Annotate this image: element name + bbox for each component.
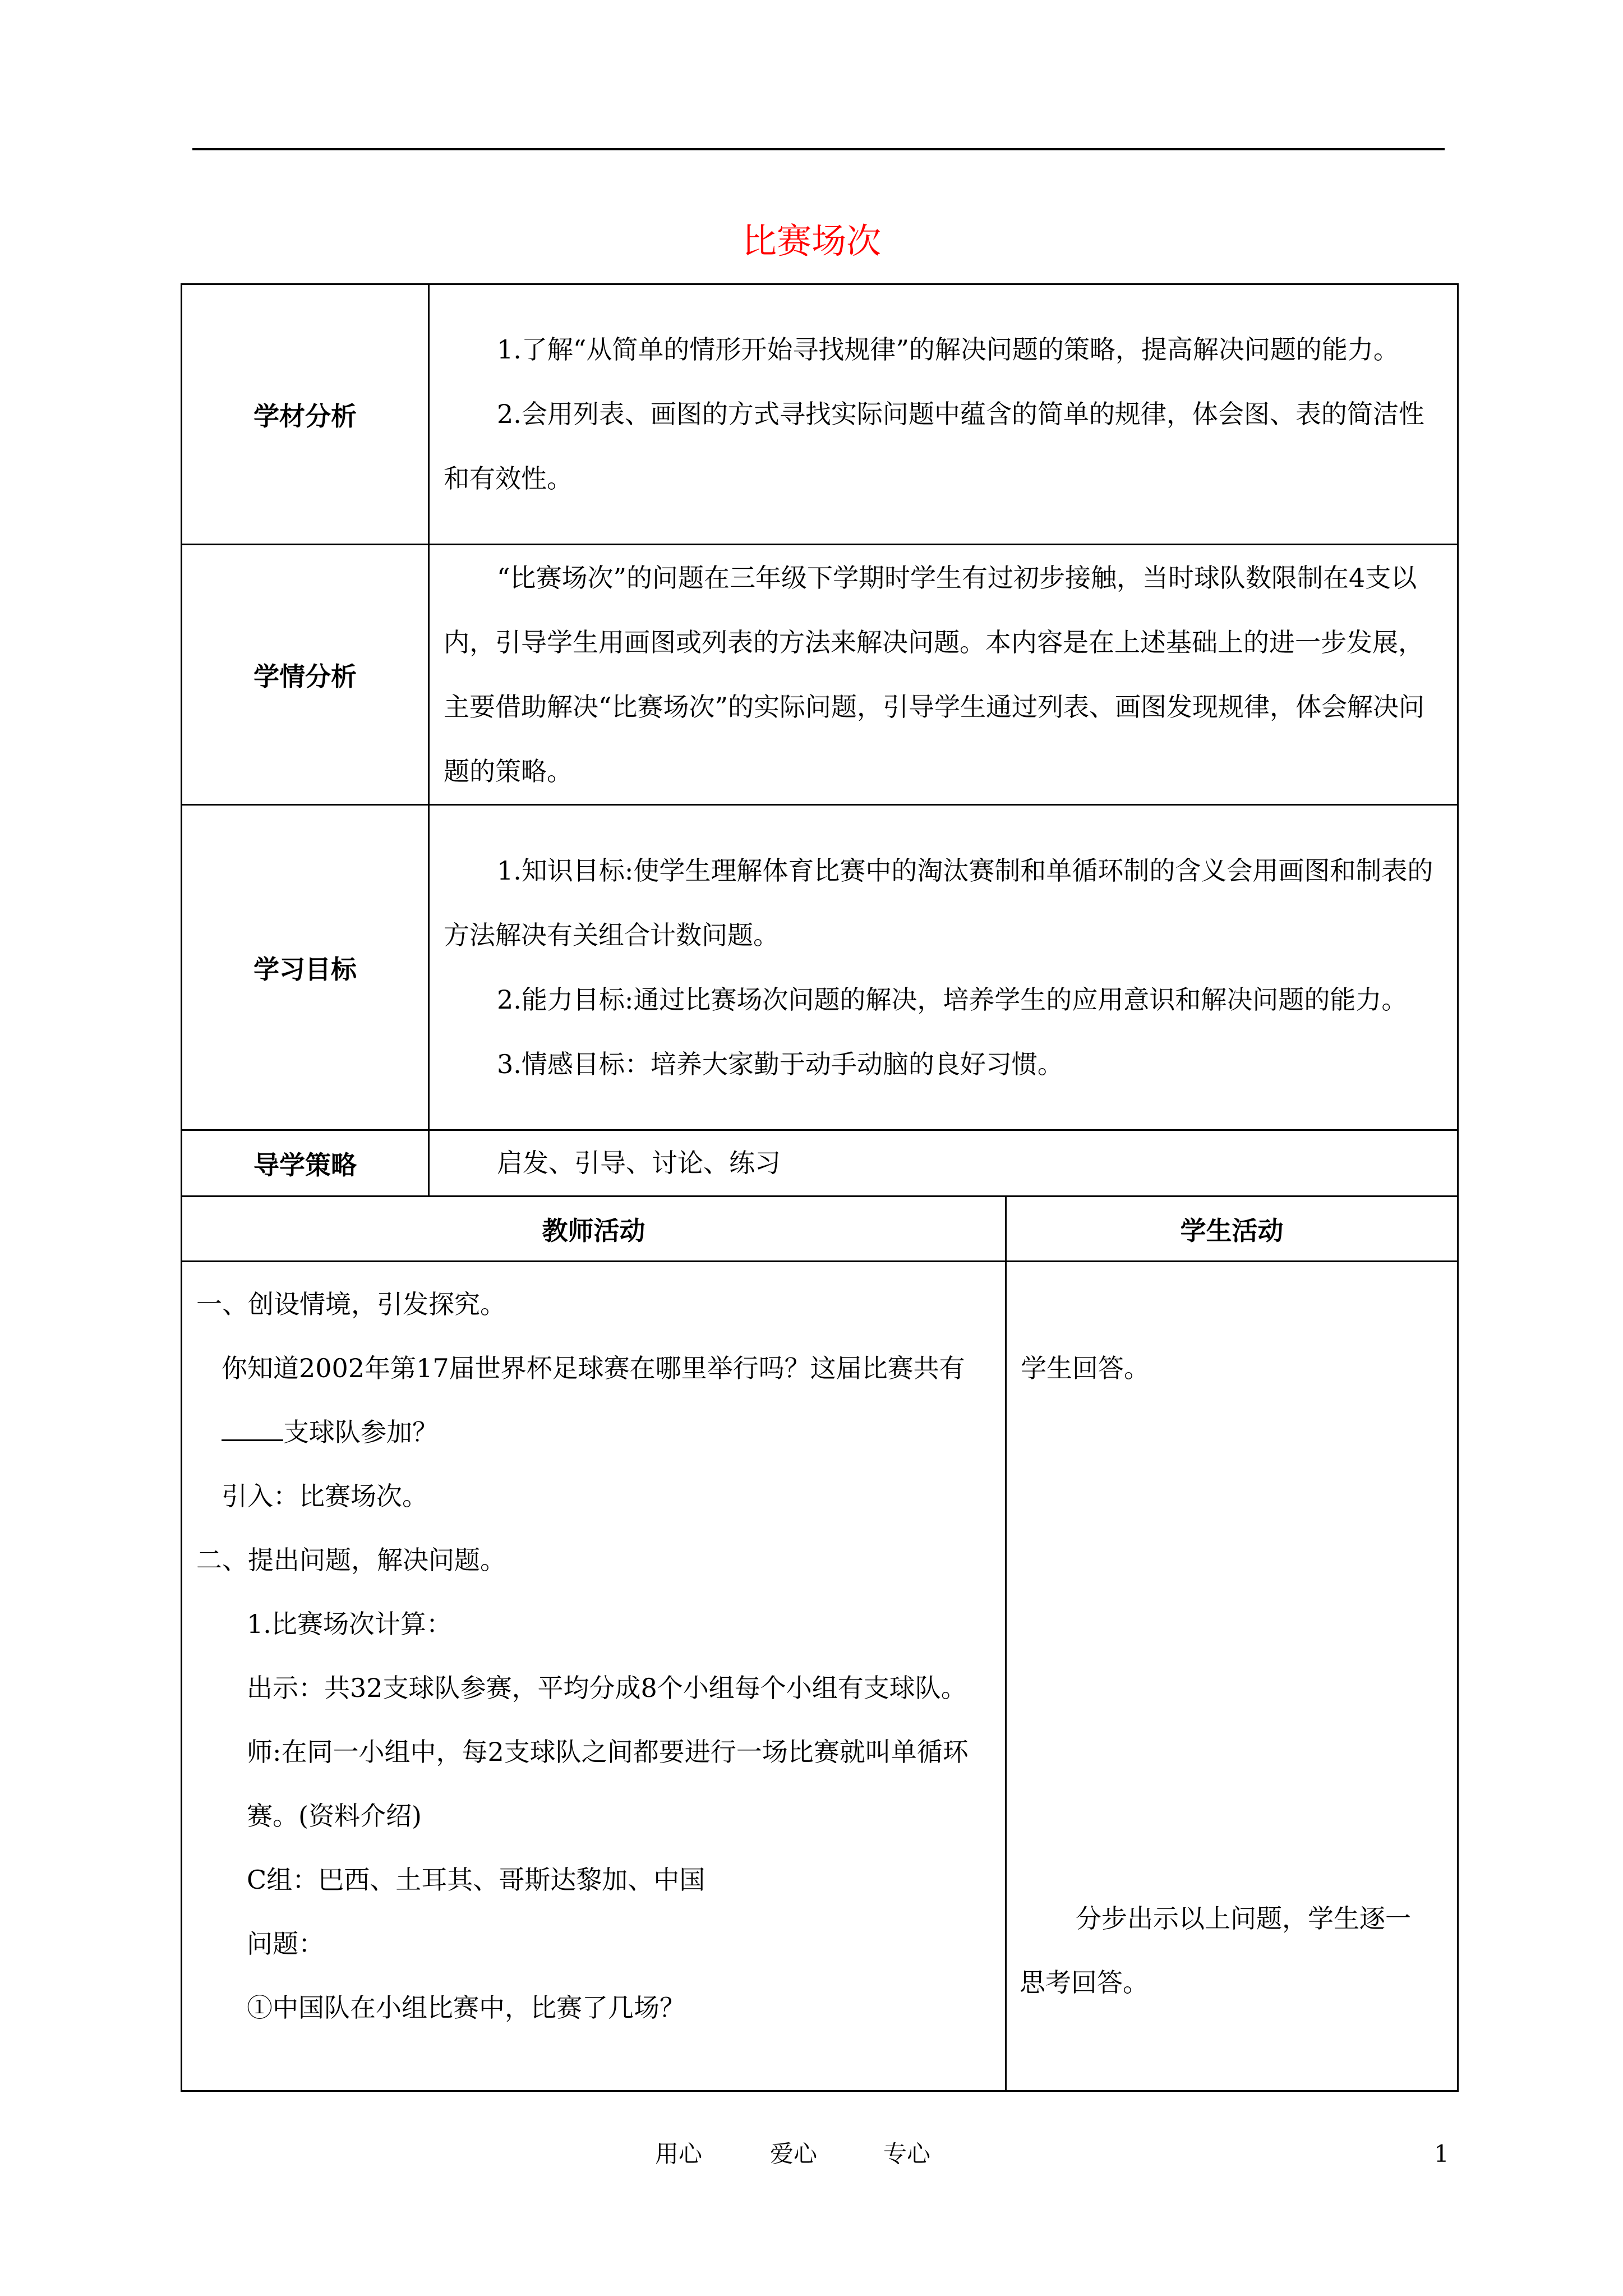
subsection-heading: 1.比赛场次计算：: [247, 1609, 452, 1639]
text-line: 出示：共32支球队参赛，平均分成8个小组每个小组有支球队。: [247, 1673, 967, 1703]
row-content: [429, 284, 1458, 545]
footer-item: 专心: [883, 2140, 931, 2168]
intro-line: 引入：比赛场次。: [222, 1481, 428, 1511]
paragraph: 2.会用列表、画图的方式寻找实际问题中蕴含的简单的规律，体会图、表的简洁性和有效性。: [444, 399, 1424, 494]
paragraph: 1.知识目标:使学生理解体育比赛中的淘汰赛制和单循环制的含义会用画图和制表的方法解决有关组合计数问题。: [444, 855, 1433, 950]
paragraph: 1.了解“从简单的情形开始寻找规律”的解决问题的策略，提高解决问题的能力。: [497, 334, 1399, 365]
activity-header-row: [182, 1197, 1458, 1262]
row-label: 学情分析: [182, 545, 429, 805]
question-text: 你知道2002年第17届世界杯足球赛在哪里举行吗？这届比赛共有: [222, 1353, 965, 1383]
table-row: [182, 1130, 1458, 1197]
page-number: 1: [1434, 2140, 1449, 2168]
table-row: [182, 805, 1458, 1130]
footer-item: 爱心: [770, 2140, 818, 2168]
student-answer-text: 学生回答。: [1021, 1353, 1150, 1383]
paragraph: 2.能力目标:通过比赛场次问题的解决，培养学生的应用意识和解决问题的能力。: [497, 984, 1408, 1015]
row-label: 导学策略: [182, 1130, 429, 1197]
answer-blank: [222, 1417, 283, 1441]
text-line: C组：巴西、土耳其、哥斯达黎加、中国: [247, 1865, 706, 1895]
student-activity-header: 学生活动: [1006, 1197, 1458, 1262]
lesson-plan-table: [181, 283, 1459, 2092]
header-rule: [192, 148, 1445, 150]
row-content: [429, 1130, 1458, 1197]
table-row: [182, 545, 1458, 805]
row-label: 学习目标: [182, 805, 429, 1130]
footer-item: 用心: [655, 2140, 703, 2168]
row-content: [429, 805, 1458, 1130]
paragraph: “比赛场次”的问题在三年级下学期时学生有过初步接触，当时球队数限制在4支以内，引导学生用画图或列表的方法来解决问题。本内容是在上述基础上的进一步发展，主要借助解决“比赛场次”的实际问题，引导学生通过列表、画图发现规律，体会解决问题的策略。: [444, 562, 1425, 786]
teacher-activity-header: 教师活动: [182, 1197, 1006, 1262]
table-row: [182, 284, 1458, 545]
section-heading: 一、创设情境，引发探究。: [196, 1289, 506, 1319]
page-title: 比赛场次: [741, 220, 881, 261]
section-heading: 二、提出问题，解决问题。: [196, 1545, 506, 1575]
paragraph: 3.情感目标：培养大家勤于动手动脑的良好习惯。: [497, 1048, 1063, 1079]
text-line: 问题：: [247, 1929, 324, 1959]
row-label: 学材分析: [182, 284, 429, 545]
row-content: [429, 545, 1458, 805]
teacher-activity-content: [182, 1262, 1006, 2091]
text-line: ①中国队在小组比赛中，比赛了几场？: [247, 1993, 685, 2023]
text-line: 师:在同一小组中，每2支球队之间都要进行一场比赛就叫单循环赛。(资料介绍): [247, 1737, 969, 1831]
paragraph: 启发、引导、讨论、练习: [497, 1148, 781, 1178]
student-step-text: 分步出示以上问题，学生逐一思考回答。: [1020, 1903, 1411, 1998]
question-text-end: 支球队参加？: [283, 1417, 438, 1447]
question-line: [196, 1336, 993, 1464]
